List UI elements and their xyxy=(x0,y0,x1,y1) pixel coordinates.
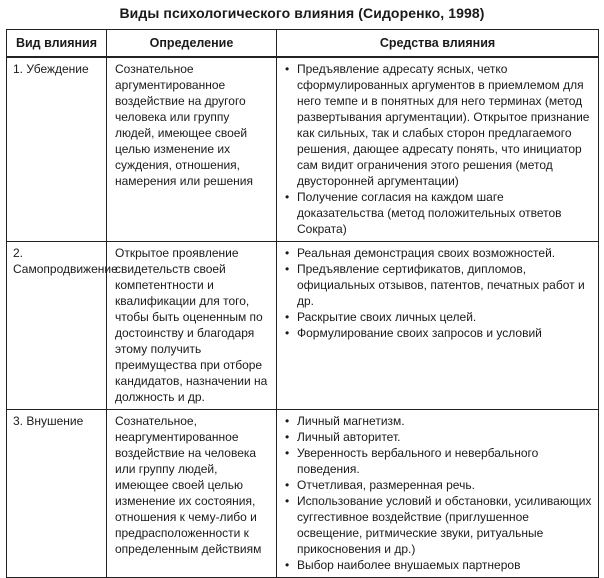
cell-type: 1. Убеждение xyxy=(7,57,107,242)
means-list xyxy=(283,61,592,237)
header-means: Средства влияния xyxy=(277,30,599,58)
cell-type: 3. Внушение xyxy=(7,410,107,578)
cell-means xyxy=(277,242,599,410)
list-item xyxy=(283,261,592,309)
cell-definition: Открытое проявление свидетельств своей компетентности и квалификации для того, чтобы быть оцененным по достоинству и благодаря этому получить преимущества при отборе кандидатов, назначении на должность и др. xyxy=(107,242,277,410)
list-item xyxy=(283,309,592,325)
list-item xyxy=(283,557,592,573)
bullet-icon: • xyxy=(285,446,290,460)
list-item-text: Использование условий и обстановки, усиливающих суггестивное воздействие (приглушенное освещение, ритмические звуки, ритуальные прикосновения и др.) xyxy=(297,494,592,556)
bullet-icon: • xyxy=(285,190,290,204)
cell-means xyxy=(277,57,599,242)
bullet-icon: • xyxy=(285,558,290,572)
list-item-text: Личный магнетизм. xyxy=(297,414,405,428)
bullet-icon: • xyxy=(285,494,290,508)
bullet-icon: • xyxy=(285,478,290,492)
bullet-icon: • xyxy=(285,430,290,444)
bullet-icon: • xyxy=(285,326,290,340)
cell-type: 2. Самопродвижение xyxy=(7,242,107,410)
list-item-text: Реальная демонстрация своих возможностей. xyxy=(297,246,556,260)
list-item xyxy=(283,413,592,429)
list-item xyxy=(283,189,592,237)
list-item xyxy=(283,445,592,477)
bullet-icon: • xyxy=(285,414,290,428)
list-item-text: Предъявление адресату ясных, четко сформулированных аргументов в приемлемом для него темпе и в понятных для него терминах (метод развертывания аргументации). Открытое признание как сильных, так и слабых сторон предлагаемого решения, дающее адресату понять, что инициатор сам видит ограничения этого решения (метод двусторонней аргументации) xyxy=(297,62,590,188)
list-item-text: Выбор наиболее внушаемых партнеров xyxy=(297,558,521,572)
bullet-icon: • xyxy=(285,62,290,76)
header-row xyxy=(7,30,599,58)
influence-table xyxy=(6,29,599,578)
list-item xyxy=(283,325,592,341)
list-item xyxy=(283,477,592,493)
list-item-text: Предъявление сертификатов, дипломов, официальных отзывов, патентов, печатных работ и др. xyxy=(297,262,585,308)
table-row xyxy=(7,410,599,578)
cell-means xyxy=(277,410,599,578)
list-item-text: Раскрытие своих личных целей. xyxy=(297,310,477,324)
list-item xyxy=(283,429,592,445)
table-row xyxy=(7,242,599,410)
header-type: Вид влияния xyxy=(7,30,107,58)
list-item-text: Получение согласия на каждом шаге доказательства (метод положительных ответов Сократа) xyxy=(297,190,562,236)
cell-definition: Сознательное аргументированное воздействие на другого человека или группу людей, имеющее своей целью изменение их суждения, отношения, намерения или решения xyxy=(107,57,277,242)
cell-definition: Сознательное, неаргументированное воздействие на человека или группу людей, имеющее своей целью изменение их состояния, отношения к чему-либо и предрасположенности к определенным действиям xyxy=(107,410,277,578)
list-item xyxy=(283,61,592,189)
list-item-text: Личный авторитет. xyxy=(297,430,401,444)
bullet-icon: • xyxy=(285,262,290,276)
means-list xyxy=(283,413,592,573)
table-row xyxy=(7,57,599,242)
table-title: Виды психологического влияния (Сидоренко, 1998) xyxy=(119,5,485,21)
header-definition: Определение xyxy=(107,30,277,58)
list-item-text: Формулирование своих запросов и условий xyxy=(297,326,542,340)
list-item-text: Отчетливая, размеренная речь. xyxy=(297,478,475,492)
bullet-icon: • xyxy=(285,246,290,260)
list-item xyxy=(283,245,592,261)
means-list xyxy=(283,245,592,341)
list-item-text: Уверенность вербального и невербального поведения. xyxy=(297,446,539,476)
bullet-icon: • xyxy=(285,310,290,324)
list-item xyxy=(283,493,592,557)
